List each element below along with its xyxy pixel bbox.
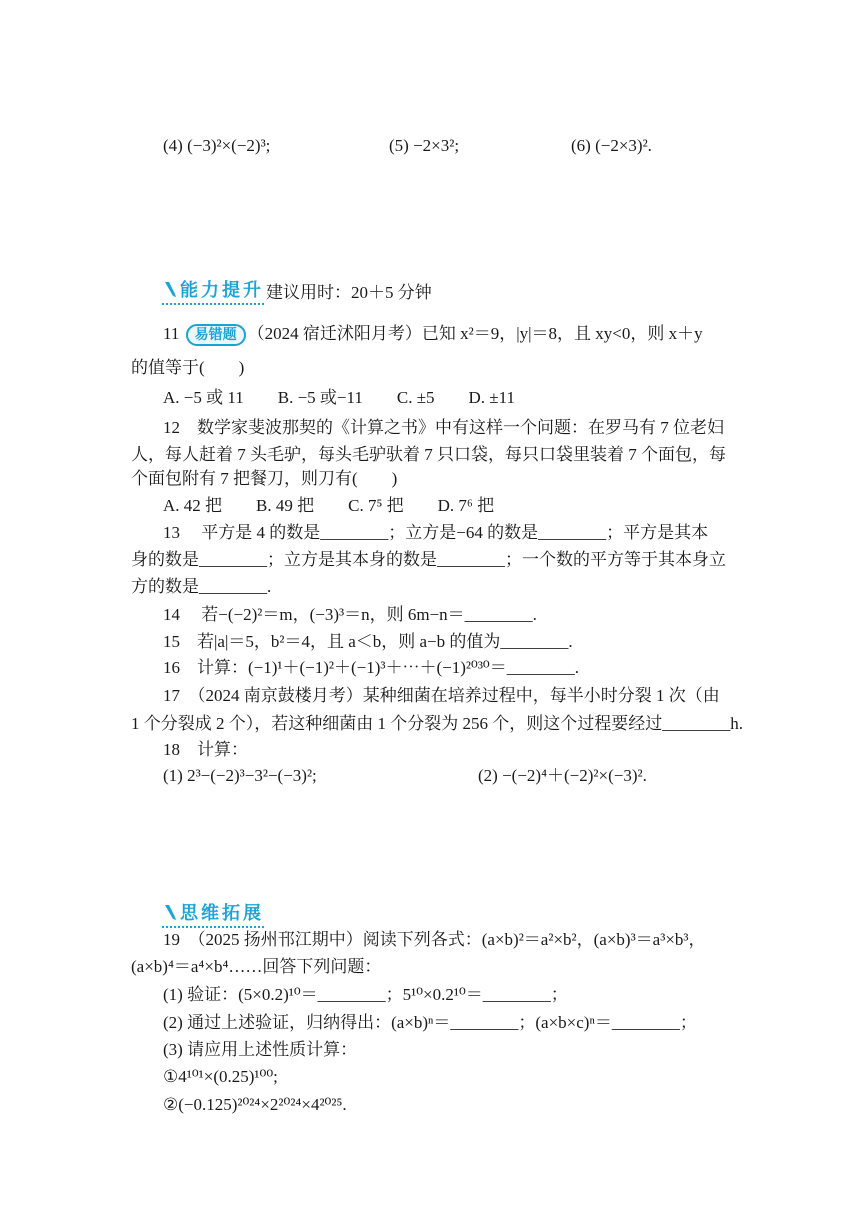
- q19-line2: (a×b)⁴＝a⁴×b⁴……回答下列问题：: [131, 957, 382, 976]
- section-thinking-header: [162, 899, 264, 928]
- q19-line1: 19 （2025 扬州邗江期中）阅读下列各式：(a×b)²＝a²×b²，(a×b)³＝a³×b³，: [163, 930, 706, 949]
- q13-line1: 13 平方是 4 的数是________；立方是−64 的数是________；平方是其本: [163, 523, 709, 542]
- q12-line1: 12 数学家斐波那契的《计算之书》中有这样一个问题：在罗马有 7 位老妇: [163, 418, 724, 437]
- q12-line2: 人，每人赶着 7 头毛驴，每头毛驴驮着 7 只口袋，每只口袋里装着 7 个面包，每: [131, 445, 726, 464]
- q11-number: 11: [163, 324, 180, 343]
- problem-5: (5) −2×3²;: [389, 136, 460, 155]
- section-thinking: [162, 899, 264, 928]
- q17-line1: 17 （2024 南京鼓楼月考）某种细菌在培养过程中，每半小时分裂 1 次（由: [163, 686, 720, 705]
- q19-calc2: ②(−0.125)²⁰²⁴×2²⁰²⁴×4²⁰²⁵.: [163, 1095, 347, 1114]
- q19-sub2: (2) 通过上述验证，归纳得出：(a×b)ⁿ＝________；(a×b×c)ⁿ＝________；: [163, 1013, 697, 1032]
- q17-line2: 1 个分裂成 2 个），若这种细菌由 1 个分裂为 256 个，则这个过程要经过________h.: [131, 714, 743, 733]
- q19-sub3: (3) 请应用上述性质计算：: [163, 1040, 358, 1059]
- section-ability-header: [162, 276, 264, 305]
- q12-options: A. 42 把 B. 49 把 C. 7⁵ 把 D. 7⁶ 把: [163, 496, 495, 515]
- pencil-icon: [162, 903, 178, 921]
- q19-sub1: (1) 验证：(5×0.2)¹⁰＝________；5¹⁰×0.2¹⁰＝________；: [163, 985, 568, 1004]
- q13-line2: 身的数是________；立方是其本身的数是________；一个数的平方等于其本身立: [131, 550, 726, 569]
- section-ability-time: 建议用时：20＋5 分钟: [266, 283, 432, 302]
- section-thinking-title: 思维拓展: [180, 903, 264, 924]
- q11-line1: [163, 322, 703, 346]
- q18-part2: (2) −(−2)⁴＋(−2)²×(−3)².: [478, 766, 647, 785]
- pencil-icon: [162, 280, 178, 298]
- problem-4: (4) (−3)²×(−2)³;: [163, 136, 271, 155]
- q15: 15 若|a|＝5，b²＝4，且 a＜b，则 a−b 的值为________.: [163, 632, 573, 651]
- q16: 16 计算：(−1)¹＋(−1)²＋(−1)³＋⋯＋(−1)²⁰³⁰＝________.: [163, 658, 580, 677]
- q18-part1: (1) 2³−(−2)³−3²−(−3)²;: [163, 766, 317, 785]
- q18-title: 18 计算：: [163, 740, 248, 759]
- q11-options: A. −5 或 11 B. −5 或−11 C. ±5 D. ±11: [163, 388, 516, 407]
- q12-line3: 个面包附有 7 把餐刀，则刀有( ): [131, 469, 398, 488]
- q14: 14 若−(−2)²＝m，(−3)³＝n，则 6m−n＝________.: [163, 605, 537, 624]
- error-prone-badge: 易错题: [186, 324, 246, 346]
- q11-line2: 的值等于( ): [131, 358, 245, 377]
- q13-line3: 方的数是________.: [131, 577, 272, 596]
- section-ability: [162, 276, 432, 305]
- q11-text: （2024 宿迁沭阳月考）已知 x²＝9，|y|＝8，且 xy<0，则 x＋y: [247, 324, 703, 343]
- q19-calc1: ①4¹⁰¹×(0.25)¹⁰⁰;: [163, 1067, 278, 1086]
- section-ability-title: 能力提升: [180, 280, 264, 301]
- problem-6: (6) (−2×3)².: [571, 136, 652, 155]
